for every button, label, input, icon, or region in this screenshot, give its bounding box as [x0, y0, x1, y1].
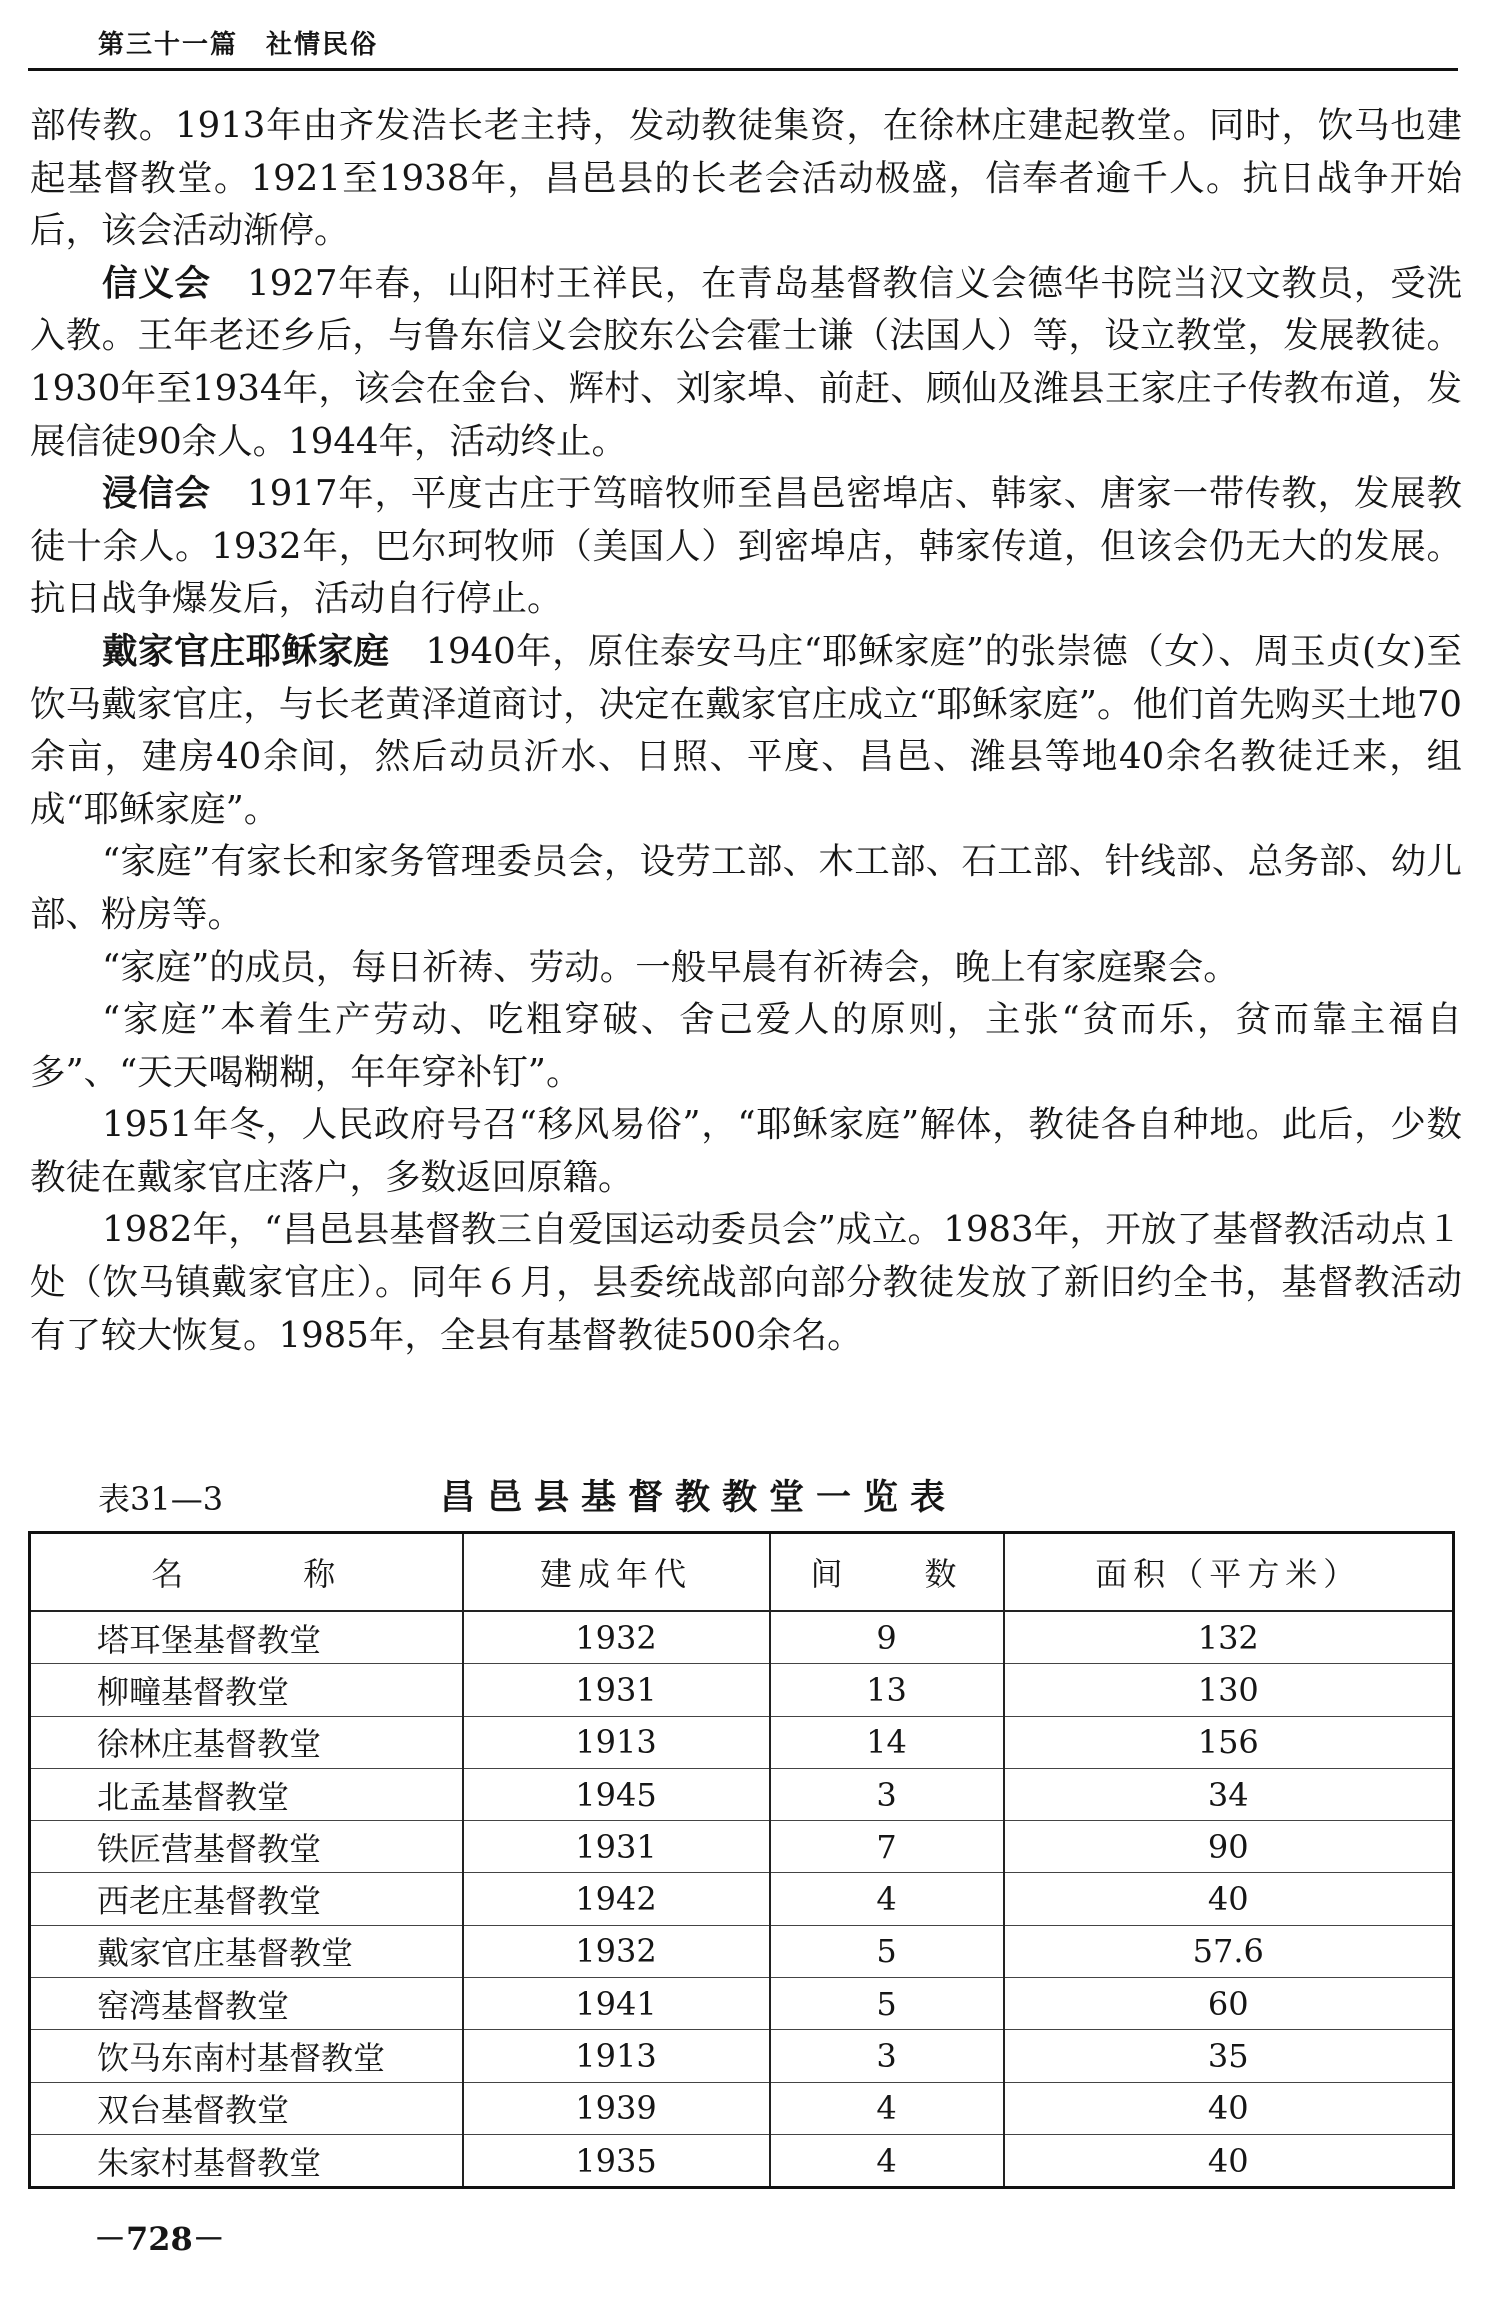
year-cell: 1913: [463, 1716, 770, 1768]
table-row: [30, 2082, 1454, 2134]
church-name-cell: 戴家官庄基督教堂: [30, 1925, 463, 1977]
paragraph-text: 1917年，平度古庄于笃暗牧师至昌邑密埠店、韩家、唐家一带传教，发展教徒十余人。1932年，巴尔珂牧师（美国人）到密埠店，韩家传道，但该会仍无大的发展。抗日战争爆发后，活动自行停止。: [30, 473, 1462, 620]
area-cell: 132: [1004, 1611, 1454, 1664]
year-cell: 1931: [463, 1821, 770, 1873]
table-row: [30, 2134, 1454, 2187]
table-row: [30, 1925, 1454, 1977]
area-cell: 60: [1004, 1978, 1454, 2030]
year-cell: 1945: [463, 1768, 770, 1820]
table-body: [30, 1611, 1454, 2188]
paragraph: [30, 1204, 1462, 1362]
table-title: 昌邑县基督教教堂一览表: [440, 1478, 958, 1518]
year-cell: 1932: [463, 1611, 770, 1664]
church-name-cell: 窑湾基督教堂: [30, 1978, 463, 2030]
church-table: [28, 1531, 1455, 2189]
area-cell: 34: [1004, 1768, 1454, 1820]
page-header: 第三十一篇 社情民俗: [98, 30, 379, 60]
paragraph-text: 部传教。1913年由齐发浩长老主持，发动教徒集资，在徐林庄建起教堂。同时，饮马也建起基督教堂。1921至1938年，昌邑县的长老会活动极盛，信奉者逾千人。抗日战争开始后，该会活动渐停。: [30, 105, 1462, 252]
table-row: [30, 1716, 1454, 1768]
paragraph-text: “家庭”本着生产劳动、吃粗穿破、舍己爱人的原则，主张“贫而乐，贫而靠主福自多”、“天天喝糊糊，年年穿补钉”。: [30, 999, 1462, 1093]
column-header-year: 建成年代: [463, 1533, 770, 1612]
paragraph: [30, 994, 1462, 1099]
year-cell: 1939: [463, 2082, 770, 2134]
table-row: [30, 1821, 1454, 1873]
table-row: [30, 1664, 1454, 1716]
table-row: [30, 1978, 1454, 2030]
table-caption: [0, 1470, 1500, 1516]
page-number: －728－: [94, 2220, 225, 2258]
rooms-cell: 4: [770, 1873, 1004, 1925]
paragraph: [30, 626, 1462, 836]
year-cell: 1942: [463, 1873, 770, 1925]
rooms-cell: 5: [770, 1925, 1004, 1977]
paragraph: [30, 1099, 1462, 1204]
church-name-cell: 北孟基督教堂: [30, 1768, 463, 1820]
paragraph-text: 1951年冬，人民政府号召“移风易俗”，“耶稣家庭”解体，教徒各自种地。此后，少数教徒在戴家官庄落户，多数返回原籍。: [30, 1104, 1462, 1198]
area-cell: 40: [1004, 2134, 1454, 2187]
column-header-area: 面积（平方米）: [1004, 1533, 1454, 1612]
paragraph-heading: 信义会: [102, 262, 211, 304]
paragraph-text: 1982年，“昌邑县基督教三自爱国运动委员会”成立。1983年，开放了基督教活动点１处（饮马镇戴家官庄）。同年６月，县委统战部向部分教徒发放了新旧约全书，基督教活动有了较大恢复。1985年，全县有基督教徒500余名。: [30, 1209, 1462, 1356]
table-row: [30, 2030, 1454, 2082]
rooms-cell: 7: [770, 1821, 1004, 1873]
paragraph: [30, 836, 1462, 941]
table-number: 表31—3: [98, 1480, 224, 1518]
column-header-name: 名 称: [30, 1533, 463, 1612]
church-name-cell: 柳疃基督教堂: [30, 1664, 463, 1716]
year-cell: 1913: [463, 2030, 770, 2082]
year-cell: 1932: [463, 1925, 770, 1977]
area-cell: 90: [1004, 1821, 1454, 1873]
paragraph-text: 1927年春，山阳村王祥民，在青岛基督教信义会德华书院当汉文教员，受洗入教。王年老还乡后，与鲁东信义会胶东公会霍士谦（法国人）等，设立教堂，发展教徒。1930年至1934年，该会在金台、辉村、刘家埠、前赶、顾仙及潍县王家庄子传教布道，发展信徒90余人。1944年，活动终止。: [30, 262, 1462, 462]
area-cell: 130: [1004, 1664, 1454, 1716]
church-name-cell: 西老庄基督教堂: [30, 1873, 463, 1925]
rooms-cell: 13: [770, 1664, 1004, 1716]
paragraph: [30, 468, 1462, 626]
rooms-cell: 5: [770, 1978, 1004, 2030]
paragraph-text: “家庭”的成员，每日祈祷、劳动。一般早晨有祈祷会，晚上有家庭聚会。: [102, 946, 1239, 988]
church-name-cell: 铁匠营基督教堂: [30, 1821, 463, 1873]
paragraph-heading: 浸信会: [102, 473, 211, 515]
body-text: [30, 100, 1462, 1362]
paragraph: [30, 100, 1462, 258]
rooms-cell: 9: [770, 1611, 1004, 1664]
rooms-cell: 4: [770, 2082, 1004, 2134]
paragraph-heading: 戴家官庄耶稣家庭: [102, 630, 390, 672]
column-header-rooms: 间 数: [770, 1533, 1004, 1612]
table-header-row: [30, 1533, 1454, 1612]
paragraph: [30, 942, 1462, 995]
church-name-cell: 朱家村基督教堂: [30, 2134, 463, 2187]
area-cell: 57.6: [1004, 1925, 1454, 1977]
table-row: [30, 1768, 1454, 1820]
year-cell: 1931: [463, 1664, 770, 1716]
area-cell: 35: [1004, 2030, 1454, 2082]
paragraph-text: “家庭”有家长和家务管理委员会，设劳工部、木工部、石工部、针线部、总务部、幼儿部、粉房等。: [30, 841, 1462, 935]
table-row: [30, 1873, 1454, 1925]
table-row: [30, 1611, 1454, 1664]
church-name-cell: 双台基督教堂: [30, 2082, 463, 2134]
rooms-cell: 3: [770, 1768, 1004, 1820]
church-name-cell: 饮马东南村基督教堂: [30, 2030, 463, 2082]
paragraph-text: 1940年，原住泰安马庄“耶稣家庭”的张崇德（女）、周玉贞(女)至饮马戴家官庄，与长老黄泽道商讨，决定在戴家官庄成立“耶稣家庭”。他们首先购买土地70余亩，建房40余间，然后动员沂水、日照、平度、昌邑、潍县等地40余名教徒迁来，组成“耶稣家庭”。: [30, 630, 1462, 830]
year-cell: 1941: [463, 1978, 770, 2030]
area-cell: 156: [1004, 1716, 1454, 1768]
church-name-cell: 塔耳堡基督教堂: [30, 1611, 463, 1664]
year-cell: 1935: [463, 2134, 770, 2187]
paragraph: [30, 258, 1462, 468]
rooms-cell: 14: [770, 1716, 1004, 1768]
church-name-cell: 徐林庄基督教堂: [30, 1716, 463, 1768]
rooms-cell: 4: [770, 2134, 1004, 2187]
area-cell: 40: [1004, 2082, 1454, 2134]
area-cell: 40: [1004, 1873, 1454, 1925]
rooms-cell: 3: [770, 2030, 1004, 2082]
header-rule: [28, 68, 1458, 71]
